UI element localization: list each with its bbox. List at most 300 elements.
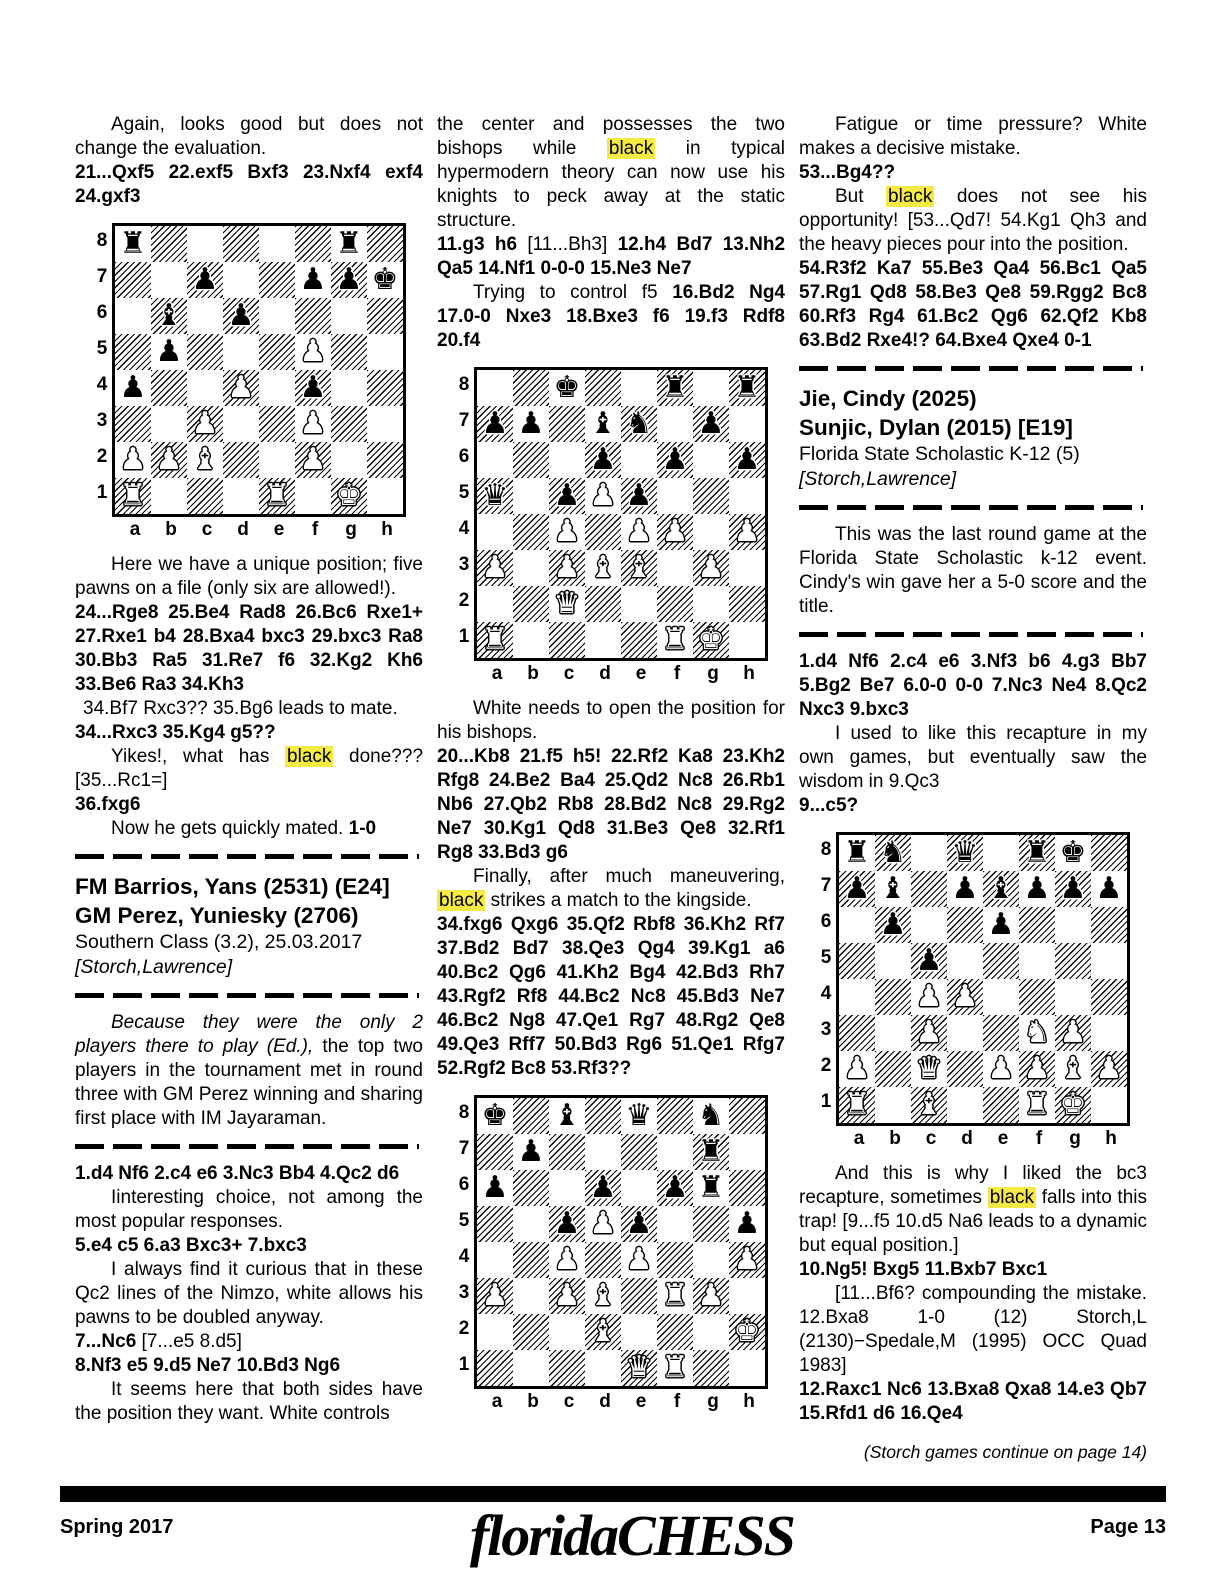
board-square <box>911 1087 947 1123</box>
text-run: 24...Rge8 25.Be4 Rad8 26.Bc6 Rxe1+ 27.Rxe1 b4 28.Bxa4 bxc3 29.bxc3 Ra8 30.Bb3 Ra5 31.Re7 f6 32.Kg2 Kh6 33.Be6 Ra3 34.Kh3 <box>75 602 423 695</box>
board-square <box>187 370 223 406</box>
board-square <box>115 298 151 334</box>
board-square <box>657 1134 693 1170</box>
board-square <box>151 334 187 370</box>
rank-label: 3 <box>96 410 108 431</box>
paragraph <box>799 722 1147 794</box>
paragraph <box>437 233 785 281</box>
text-run: 8.Nf3 e5 9.d5 Ne7 10.Bd3 Ng6 <box>75 1355 341 1376</box>
file-label: g <box>707 1391 719 1412</box>
board-square <box>477 1242 513 1278</box>
board-square <box>693 478 729 514</box>
white-pawn-icon: ♟ <box>661 514 689 549</box>
board-square <box>1091 1051 1127 1087</box>
white-king-icon: ♚ <box>1059 1087 1087 1122</box>
text-run: 11.g3 h6 <box>437 234 518 255</box>
board-and-ranks <box>454 367 768 661</box>
board-square <box>911 907 947 943</box>
board-square <box>295 298 331 334</box>
board-square <box>911 1015 947 1051</box>
rank-label: 4 <box>820 983 832 1004</box>
white-pawn-icon: ♟ <box>589 1206 617 1241</box>
board-square <box>875 835 911 871</box>
board-square <box>657 370 693 406</box>
text-run: 21...Qxf5 22.exf5 Bxf3 23.Nxf4 exf4 24.gxf3 <box>75 162 423 207</box>
black-king-icon: ♚ <box>1059 835 1087 870</box>
file-label: f <box>1035 1128 1043 1149</box>
white-rook-icon: ♜ <box>1023 1087 1051 1122</box>
file-label: f <box>311 519 319 540</box>
board-square <box>367 334 403 370</box>
black-pawn-icon: ♟ <box>625 478 653 513</box>
board-square <box>983 835 1019 871</box>
move-line <box>75 793 423 817</box>
board-square <box>693 586 729 622</box>
text-run: 1.d4 Nf6 2.c4 e6 3.Nf3 b6 4.g3 Bb7 5.Bg2 Be7 6.0-0 0-0 7.Nc3 Ne4 8.Qc2 Nxc3 9.bxc3 <box>799 651 1147 720</box>
board-square <box>477 1314 513 1350</box>
board-square <box>621 406 657 442</box>
board-square <box>477 550 513 586</box>
chess-diagram-board1 <box>92 223 406 543</box>
board-square <box>549 550 585 586</box>
board-square <box>223 226 259 262</box>
black-pawn-icon: ♟ <box>335 262 363 297</box>
board-square <box>151 226 187 262</box>
paragraph <box>75 113 423 161</box>
paragraph <box>75 745 423 793</box>
black-pawn-icon: ♟ <box>951 871 979 906</box>
board-square <box>549 622 585 658</box>
board-square <box>295 406 331 442</box>
board-square <box>549 370 585 406</box>
black-pawn-icon: ♟ <box>299 370 327 405</box>
board-square <box>115 370 151 406</box>
board-square <box>947 1015 983 1051</box>
file-label: h <box>743 1391 755 1412</box>
board-square <box>585 370 621 406</box>
white-bishop-icon: ♝ <box>589 1278 617 1313</box>
black-pawn-icon: ♟ <box>299 262 327 297</box>
black-pawn-icon: ♟ <box>553 1206 581 1241</box>
board-square <box>657 406 693 442</box>
separator <box>799 632 1143 637</box>
white-pawn-icon: ♟ <box>1059 1015 1087 1050</box>
board-square <box>549 1134 585 1170</box>
text-run: Because they were the only 2 players there to play (Ed.), <box>75 1012 423 1057</box>
board-square <box>729 514 765 550</box>
black-pawn-icon: ♟ <box>553 478 581 513</box>
board-square <box>549 1314 585 1350</box>
file-label: e <box>635 1391 647 1412</box>
board-square <box>657 1170 693 1206</box>
rank-label: 5 <box>458 482 470 503</box>
file-label: g <box>707 663 719 684</box>
board-square <box>187 478 223 514</box>
text-run: 1.d4 Nf6 2.c4 e6 3.Nc3 Bb4 4.Qc2 d6 <box>75 1163 400 1184</box>
text-run: Here we have a unique position; five pawns on a file (only six are allowed!). <box>75 554 423 599</box>
text-run: But <box>835 186 887 207</box>
board-square <box>839 979 875 1015</box>
board-square <box>693 1134 729 1170</box>
board-square <box>693 514 729 550</box>
board-square <box>477 586 513 622</box>
rank-label: 7 <box>458 410 470 431</box>
text-run: in typical hypermodern theory can now use his knights to peck away at the static structure. <box>437 138 785 231</box>
white-pawn-icon: ♟ <box>299 406 327 441</box>
game-header-line: Sunjic, Dylan (2015) [E19] <box>799 415 1073 440</box>
board-square <box>621 1350 657 1386</box>
board-square <box>585 1098 621 1134</box>
board-square <box>839 907 875 943</box>
board-square <box>1055 943 1091 979</box>
board-square <box>1091 943 1127 979</box>
separator <box>799 505 1143 510</box>
black-pawn-icon: ♟ <box>155 334 183 369</box>
file-label: f <box>673 1391 681 1412</box>
board-square <box>259 478 295 514</box>
board-square <box>693 1242 729 1278</box>
board-square <box>621 1134 657 1170</box>
text-run: does not see his opportunity! [53...Qd7! 54.Kg1 Qh3 and the heavy pieces pour into the position. <box>799 186 1147 255</box>
white-king-icon: ♚ <box>733 1314 761 1349</box>
chess-board <box>474 367 768 661</box>
file-label: g <box>1069 1128 1081 1149</box>
column-2 <box>437 113 785 1464</box>
black-rook-icon: ♜ <box>697 1134 725 1169</box>
board-square <box>477 1170 513 1206</box>
rank-label: 6 <box>458 1174 470 1195</box>
text-run: the top two players in the tournament met in round three with GM Perez winning and sharing first place with IM Jayaraman. <box>75 1036 423 1129</box>
file-label: c <box>563 663 575 684</box>
black-pawn-icon: ♟ <box>987 907 1015 942</box>
text-run: Yikes!, what has <box>111 746 286 767</box>
board-square <box>513 1350 549 1386</box>
board-square <box>621 1206 657 1242</box>
board-square <box>331 262 367 298</box>
rank-label: 5 <box>96 338 108 359</box>
board-square <box>839 871 875 907</box>
move-line <box>75 161 423 209</box>
board-square <box>513 406 549 442</box>
paragraph <box>799 113 1147 161</box>
white-pawn-icon: ♟ <box>625 1242 653 1277</box>
white-pawn-icon: ♟ <box>915 1015 943 1050</box>
rank-label: 1 <box>458 1354 470 1375</box>
chess-diagram-board3 <box>454 1095 768 1415</box>
move-line <box>75 601 423 697</box>
board-square <box>947 979 983 1015</box>
black-rook-icon: ♜ <box>119 226 147 261</box>
game-header <box>799 384 1147 492</box>
text-run: (Storch games continue on page 14) <box>863 1442 1147 1462</box>
footer-season: Spring 2017 <box>60 1516 174 1538</box>
board-square <box>585 406 621 442</box>
text-run: the center and possesses the two bishops while <box>437 114 785 159</box>
black-rook-icon: ♜ <box>335 226 363 261</box>
text-run: White needs to open the position for his bishops. <box>437 698 785 743</box>
file-label: c <box>201 519 213 540</box>
board-square <box>621 622 657 658</box>
rank-label: 2 <box>458 1318 470 1339</box>
white-knight-icon: ♞ <box>1023 1015 1051 1050</box>
board-square <box>693 550 729 586</box>
rank-label: 1 <box>820 1091 832 1112</box>
board-square <box>621 1314 657 1350</box>
white-pawn-icon: ♟ <box>191 406 219 441</box>
paragraph <box>437 281 785 353</box>
black-pawn-icon: ♟ <box>1095 871 1123 906</box>
board-square <box>549 514 585 550</box>
text-run: 9...c5? <box>799 795 859 816</box>
file-label: b <box>165 519 177 540</box>
board-square <box>983 1087 1019 1123</box>
text-run: 7...Nc6 <box>75 1331 137 1352</box>
board-square <box>115 478 151 514</box>
board-square <box>513 1278 549 1314</box>
text-run: Now he gets quickly mated. <box>111 818 349 839</box>
board-square <box>729 1170 765 1206</box>
white-pawn-icon: ♟ <box>119 442 147 477</box>
black-bishop-icon: ♝ <box>879 871 907 906</box>
board-square <box>549 586 585 622</box>
board-square <box>477 1098 513 1134</box>
board-square <box>621 1170 657 1206</box>
white-pawn-icon: ♟ <box>733 514 761 549</box>
board-square <box>513 442 549 478</box>
board-square <box>549 406 585 442</box>
rank-label: 7 <box>458 1138 470 1159</box>
white-rook-icon: ♜ <box>481 622 509 657</box>
board-square <box>693 1170 729 1206</box>
text-run: 5.e4 c5 6.a3 Bxc3+ 7.bxc3 <box>75 1235 307 1256</box>
file-labels <box>117 517 405 543</box>
board-square <box>875 1051 911 1087</box>
board-square <box>331 226 367 262</box>
white-pawn-icon: ♟ <box>697 550 725 585</box>
column-3 <box>799 113 1147 1464</box>
move-line <box>75 1354 423 1378</box>
board-square <box>657 514 693 550</box>
black-pawn-icon: ♟ <box>191 262 219 297</box>
board-square <box>223 298 259 334</box>
board-square <box>259 334 295 370</box>
black-rook-icon: ♜ <box>661 370 689 405</box>
text-run: [11...Bf6? compounding the mistake. 12.Bxa8 1-0 (12) Storch,L (2130)−Spedale,M (1995) OCC Quad 1983] <box>799 1283 1147 1376</box>
paragraph <box>75 1330 423 1354</box>
white-pawn-icon: ♟ <box>155 442 183 477</box>
text-run: falls into this trap! [9...f5 10.d5 Na6 leads to a dynamic but equal position.] <box>799 1187 1147 1256</box>
game-header-line: [Storch,Lawrence] <box>799 468 957 490</box>
board-square <box>657 442 693 478</box>
white-pawn-icon: ♟ <box>987 1051 1015 1086</box>
board-square <box>259 298 295 334</box>
board-square <box>1019 871 1055 907</box>
board-square <box>657 1314 693 1350</box>
board-square <box>657 1242 693 1278</box>
board-square <box>693 406 729 442</box>
board-square <box>295 334 331 370</box>
black-bishop-icon: ♝ <box>589 406 617 441</box>
page-footer <box>60 1486 1166 1566</box>
rank-label: 2 <box>820 1055 832 1076</box>
board-square <box>513 370 549 406</box>
file-label: h <box>1105 1128 1117 1149</box>
board-square <box>693 622 729 658</box>
move-line <box>75 1162 423 1186</box>
white-queen-icon: ♛ <box>553 586 581 621</box>
board-square <box>151 442 187 478</box>
footer-page-number: Page 13 <box>1090 1516 1166 1538</box>
highlight: black <box>608 138 654 159</box>
paragraph <box>437 697 785 745</box>
paragraph <box>75 1011 423 1131</box>
board-square <box>1019 1015 1055 1051</box>
board-square <box>223 478 259 514</box>
board-square <box>585 1170 621 1206</box>
black-queen-icon: ♛ <box>625 1098 653 1133</box>
board-square <box>693 442 729 478</box>
board-square <box>621 478 657 514</box>
board-square <box>223 442 259 478</box>
board-square <box>151 406 187 442</box>
game-header-line: Florida State Scholastic K-12 (5) <box>799 443 1080 465</box>
white-bishop-icon: ♝ <box>1059 1051 1087 1086</box>
separator <box>799 366 1143 371</box>
board-square <box>911 979 947 1015</box>
text-run: 53...Bg4?? <box>799 162 896 183</box>
board-square <box>657 1278 693 1314</box>
board-square <box>549 442 585 478</box>
board-square <box>839 1087 875 1123</box>
black-pawn-icon: ♟ <box>119 370 147 405</box>
board-square <box>875 943 911 979</box>
board-square <box>187 442 223 478</box>
white-king-icon: ♚ <box>697 622 725 657</box>
board-square <box>585 514 621 550</box>
text-run: And this is why I liked the bc3 recapture, sometimes <box>799 1163 1147 1208</box>
board-square <box>983 907 1019 943</box>
rank-label: 4 <box>96 374 108 395</box>
black-bishop-icon: ♝ <box>553 1098 581 1133</box>
white-pawn-icon: ♟ <box>1023 1051 1051 1086</box>
board-square <box>729 478 765 514</box>
text-run: 1-0 <box>348 818 377 839</box>
board-square <box>477 370 513 406</box>
board-square <box>911 835 947 871</box>
footer-rule <box>60 1486 1166 1502</box>
text-run: 34...Rxc3 35.Kg4 g5?? <box>75 722 276 743</box>
white-pawn-icon: ♟ <box>915 979 943 1014</box>
rank-labels <box>454 1095 474 1389</box>
black-pawn-icon: ♟ <box>661 442 689 477</box>
text-run: done??? [35...Rc1=] <box>75 746 424 791</box>
board-square <box>947 1051 983 1087</box>
rank-labels <box>92 223 112 517</box>
move-line <box>799 1258 1147 1282</box>
board-square <box>331 406 367 442</box>
white-pawn-icon: ♟ <box>481 1278 509 1313</box>
board-square <box>1019 1087 1055 1123</box>
board-square <box>729 406 765 442</box>
board-square <box>477 1134 513 1170</box>
board-square <box>513 1242 549 1278</box>
board-square <box>187 262 223 298</box>
black-king-icon: ♚ <box>371 262 399 297</box>
black-bishop-icon: ♝ <box>987 871 1015 906</box>
board-square <box>875 907 911 943</box>
board-square <box>477 442 513 478</box>
board-square <box>585 1314 621 1350</box>
game-header-line: [Storch,Lawrence] <box>75 956 233 978</box>
board-square <box>947 907 983 943</box>
board-square <box>367 262 403 298</box>
board-square <box>621 442 657 478</box>
board-square <box>549 1098 585 1134</box>
text-run: strikes a match to the kingside. <box>485 890 752 911</box>
black-pawn-icon: ♟ <box>589 1170 617 1205</box>
text-run: [11...Bh3] <box>517 234 618 255</box>
chess-board <box>112 223 406 517</box>
board-square <box>657 550 693 586</box>
move-line <box>437 913 785 1081</box>
board-square <box>367 298 403 334</box>
white-pawn-icon: ♟ <box>553 1278 581 1313</box>
board-square <box>585 1206 621 1242</box>
black-rook-icon: ♜ <box>1023 835 1051 870</box>
board-square <box>1019 835 1055 871</box>
board-square <box>947 943 983 979</box>
file-label: e <box>273 519 285 540</box>
black-pawn-icon: ♟ <box>697 406 725 441</box>
white-bishop-icon: ♝ <box>589 550 617 585</box>
rank-label: 8 <box>96 230 108 251</box>
board-square <box>1019 907 1055 943</box>
board-square <box>1055 1087 1091 1123</box>
text-run: Again, looks good but does not change the evaluation. <box>75 114 423 159</box>
board-square <box>367 442 403 478</box>
chess-diagram-board2 <box>454 367 768 687</box>
board-square <box>585 478 621 514</box>
white-rook-icon: ♜ <box>661 1278 689 1313</box>
text-run: 54.R3f2 Ka7 55.Be3 Qa4 56.Bc1 Qa5 57.Rg1 Qd8 58.Be3 Qe8 59.Rgg2 Bc8 60.Rf3 Rg4 61.Bc2 Qg6 62.Qf2 Kb8 63.Bd2 Rxe4!? 64.Bxe4 Qxe4 0-1 <box>799 258 1147 351</box>
file-labels <box>841 1126 1129 1152</box>
black-queen-icon: ♛ <box>951 835 979 870</box>
black-knight-icon: ♞ <box>625 406 653 441</box>
rank-label: 6 <box>820 911 832 932</box>
board-square <box>187 298 223 334</box>
board-square <box>477 406 513 442</box>
black-king-icon: ♚ <box>481 1098 509 1133</box>
rank-label: 7 <box>96 266 108 287</box>
board-square <box>875 871 911 907</box>
file-label: f <box>673 663 681 684</box>
separator <box>75 993 419 998</box>
black-pawn-icon: ♟ <box>733 1206 761 1241</box>
board-square <box>693 1350 729 1386</box>
board-square <box>115 262 151 298</box>
highlight: black <box>287 746 332 767</box>
paragraph <box>75 1378 423 1426</box>
board-square <box>729 1206 765 1242</box>
black-rook-icon: ♜ <box>697 1170 725 1205</box>
black-pawn-icon: ♟ <box>733 442 761 477</box>
board-square <box>729 442 765 478</box>
game-header-line: FM Barrios, Yans (2531) (E24] <box>75 874 390 899</box>
game-header-line: GM Perez, Yuniesky (2706) <box>75 903 359 928</box>
board-square <box>839 943 875 979</box>
file-labels <box>479 661 767 687</box>
move-line <box>437 745 785 865</box>
